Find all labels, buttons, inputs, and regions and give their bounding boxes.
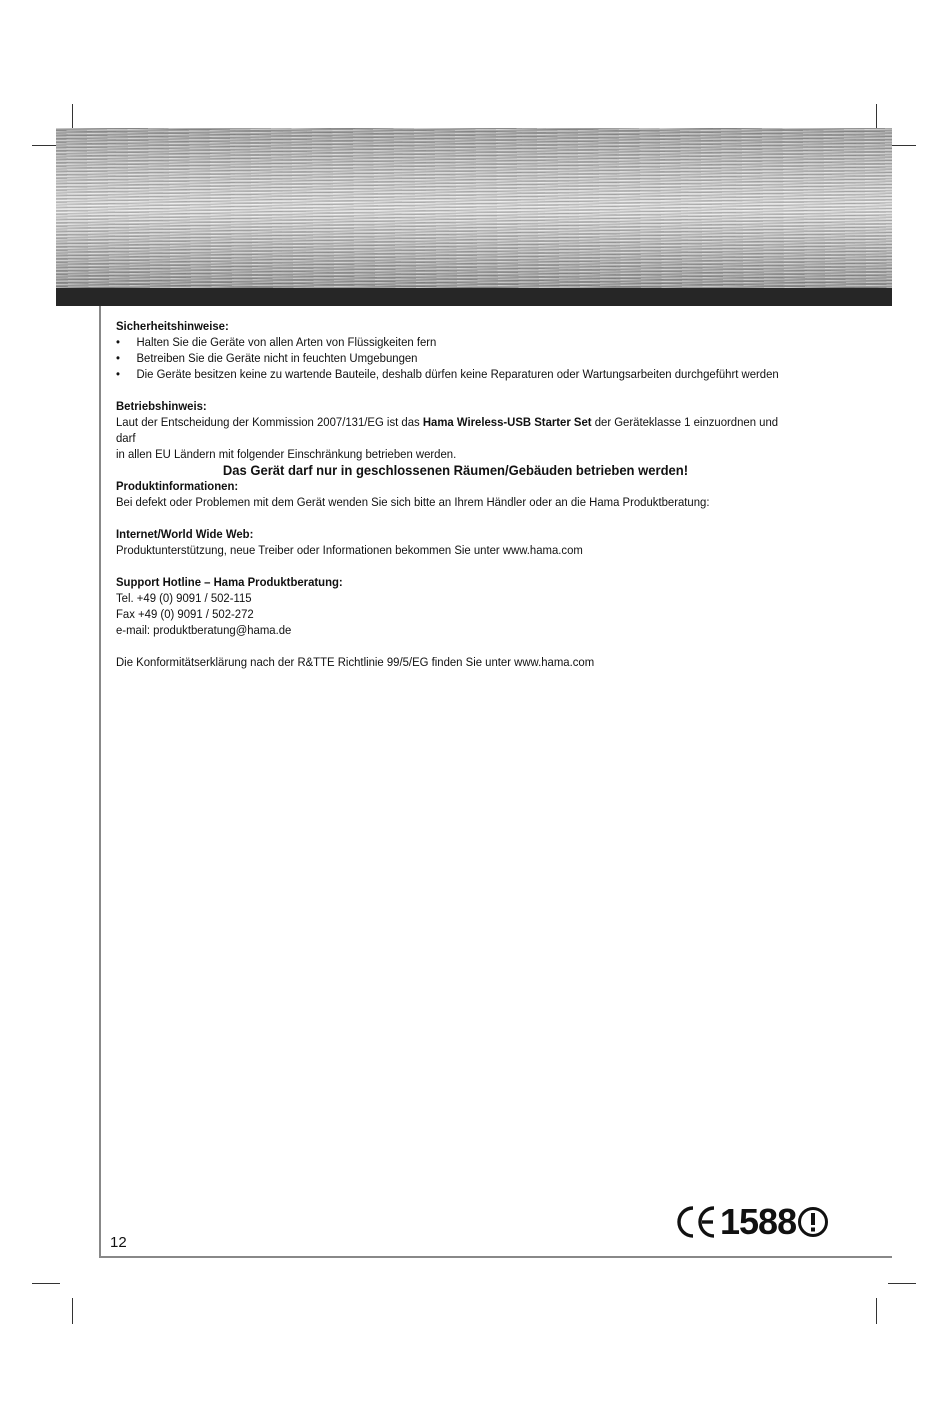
page-frame-left-line: [99, 306, 101, 1258]
web-section: [116, 526, 795, 558]
crop-mark-bottom-right-vertical: [876, 1298, 877, 1324]
safety-heading: Sicherheitshinweise:: [116, 319, 229, 333]
document-body: [116, 318, 795, 670]
product-name: Hama Wireless-USB Starter Set: [422, 415, 592, 429]
operation-text-after: der Geräteklasse 1 einzuordnen und darf: [116, 415, 779, 445]
indoor-use-notice: Das Gerät darf nur in geschlossenen Räumen/Gebäuden betrieben werden!: [222, 462, 689, 478]
brushed-metal-banner: [56, 128, 892, 288]
product-info-text: Bei defekt oder Problemen mit dem Gerät wenden Sie sich bitte an Ihrem Händler oder an die Hama Produktberatung:: [116, 495, 710, 509]
web-text: Produktunterstützung, neue Treiber oder Informationen bekommen Sie unter www.hama.com: [116, 543, 583, 557]
web-heading: Internet/World Wide Web:: [116, 527, 254, 541]
header-dark-band: [56, 288, 892, 306]
crop-mark-bottom-right-horizontal: [888, 1283, 916, 1284]
crop-mark-bottom-left-vertical: [72, 1298, 73, 1324]
operation-section: [116, 398, 795, 462]
safety-item: • Die Geräte besitzen keine zu wartende Bauteile, deshalb dürfen keine Reparaturen oder Wartungsarbeiten durchgeführt werden: [116, 366, 795, 382]
conformity-text: Die Konformitätserklärung nach der R&TTE Richtlinie 99/5/EG finden Sie unter www.hama.com: [116, 655, 595, 669]
safety-item: • Betreiben Sie die Geräte nicht in feuchten Umgebungen: [116, 350, 795, 366]
alert-circle-icon: [797, 1206, 829, 1238]
product-info-section: [116, 478, 795, 510]
hotline-section: [116, 574, 795, 638]
hotline-fax: Fax +49 (0) 9091 / 502-272: [116, 607, 254, 621]
ce-logo-icon: [676, 1205, 718, 1239]
crop-mark-bottom-left-horizontal: [32, 1283, 60, 1284]
safety-section: [116, 318, 795, 382]
page-frame-bottom-line: [99, 1256, 892, 1258]
operation-heading: Betriebshinweis:: [116, 399, 207, 413]
operation-text-before: Laut der Entscheidung der Kommission 2007/131/EG ist das: [116, 415, 423, 429]
notified-body-number: 1588: [720, 1201, 797, 1242]
crop-mark-top-right-horizontal: [888, 145, 916, 146]
hotline-email: e-mail: produktberatung@hama.de: [116, 623, 292, 637]
page-number: 12: [110, 1234, 127, 1251]
operation-text-line2: in allen EU Ländern mit folgender Einschränkung betrieben werden.: [116, 447, 457, 461]
crop-mark-top-right-vertical: [876, 104, 877, 130]
ce-conformity-mark: [676, 1203, 829, 1241]
product-info-heading: Produktinformationen:: [116, 479, 239, 493]
crop-mark-top-left-vertical: [72, 104, 73, 130]
operation-text: [116, 414, 795, 446]
hotline-tel: Tel. +49 (0) 9091 / 502-115: [116, 591, 252, 605]
hotline-heading: Support Hotline – Hama Produktberatung:: [116, 575, 343, 589]
safety-list: [116, 334, 795, 382]
safety-item: • Halten Sie die Geräte von allen Arten von Flüssigkeiten fern: [116, 334, 795, 350]
